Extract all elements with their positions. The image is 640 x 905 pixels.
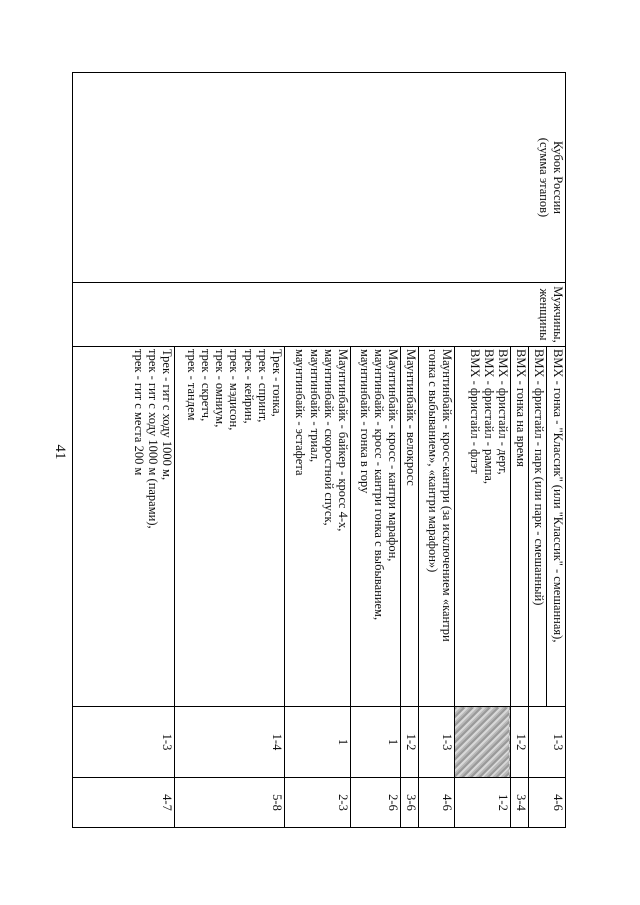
days-cell: 1-3 [529,707,566,778]
discipline-line: гонка с выбыванием», «кантри марафон») [425,349,440,573]
days-cell: 1 [285,707,351,778]
discipline-cell [351,347,401,707]
discipline-cell [455,347,511,707]
discipline-line: маунтинбайк - скоростной спуск, [321,349,336,526]
discipline-cell [529,347,547,707]
discipline-line: маунтинбайк - кросс - кантри гонка с выбыванием, [371,349,386,621]
discipline-line: трек - мэдисон, [227,349,242,431]
discipline-line: трек - спринт, [255,349,270,423]
discipline-cell [285,347,351,707]
discipline-line: трек - гит с места 200 м [131,349,146,476]
discipline-cell [401,347,419,707]
days-cell: 1-3 [73,707,175,778]
discipline-line: трек - омниум, [213,349,228,428]
discipline-line: Маунтинбайк - байкер - кросс 4-х, [336,349,350,532]
places-cell: 4-6 [419,778,455,828]
discipline-line: BMX - фристайл - рампа, [481,349,496,485]
discipline-line: Трек - гонка, [270,349,284,417]
discipline-line: BMX - гонка на время [514,349,528,467]
places-cell: 5-8 [175,778,285,828]
places-cell: 4-7 [73,778,175,828]
places-cell: 2-6 [351,778,401,828]
discipline-cell [511,347,529,707]
places-cell: 2-3 [285,778,351,828]
places-cell: 1-2 [455,778,511,828]
days-cell: 1-3 [419,707,455,778]
discipline-cell [73,347,175,707]
discipline-line: Маунтинбайк - кросс-кантри (за исключением «кантри [440,349,454,642]
discipline-line: трек - скретч, [198,349,213,422]
discipline-line: BMX - гонка - "Классик" (или "Классик" - смешанная), [551,349,565,643]
participants-label: Мужчины, женщины [536,286,565,343]
places-cell: 4-6 [529,778,566,828]
discipline-line: маунтинбайк - гонка в гору [357,349,372,494]
discipline-cell [175,347,285,707]
discipline-line: Трек - гит с ходу 1000 м, [160,349,174,481]
discipline-line: BMX - фристайл - флэт [467,349,482,474]
discipline-line: трек - тандем [184,349,199,421]
participants-cell [73,283,566,347]
days-cell: 1-4 [175,707,285,778]
discipline-line: BMX - фристайл - парк (или парк - смешанный) [532,349,546,606]
table-sheet [73,72,566,827]
discipline-line: BMX - фристайл - дерт, [496,349,510,475]
discipline-cell [547,347,566,707]
discipline-line: маунтинбайк - эстафета [293,349,308,476]
shaded-cell [455,707,511,778]
competition-name-cell [73,73,566,283]
discipline-line: трек - кейрин, [241,349,256,424]
discipline-cell [419,347,455,707]
days-cell: 1-2 [401,707,419,778]
places-cell: 3-4 [511,778,529,828]
discipline-line: Маунтинбайк - кросс - кантри марафон, [386,349,400,562]
days-cell: 1 [351,707,401,778]
discipline-line: маунтинбайк - триал, [307,349,322,463]
places-cell: 3-6 [401,778,419,828]
discipline-line: Маунтинбайк - велокросс [404,349,418,486]
table-row [547,73,566,828]
competition-subtitle: (сумма этапов) [536,137,551,218]
days-cell: 1-2 [511,707,529,778]
discipline-line: трек - гит с ходу 1000 м (парами), [145,349,160,529]
page-number: 41 [52,444,68,460]
competition-table [72,72,566,828]
competition-name: Кубок России [551,141,565,214]
